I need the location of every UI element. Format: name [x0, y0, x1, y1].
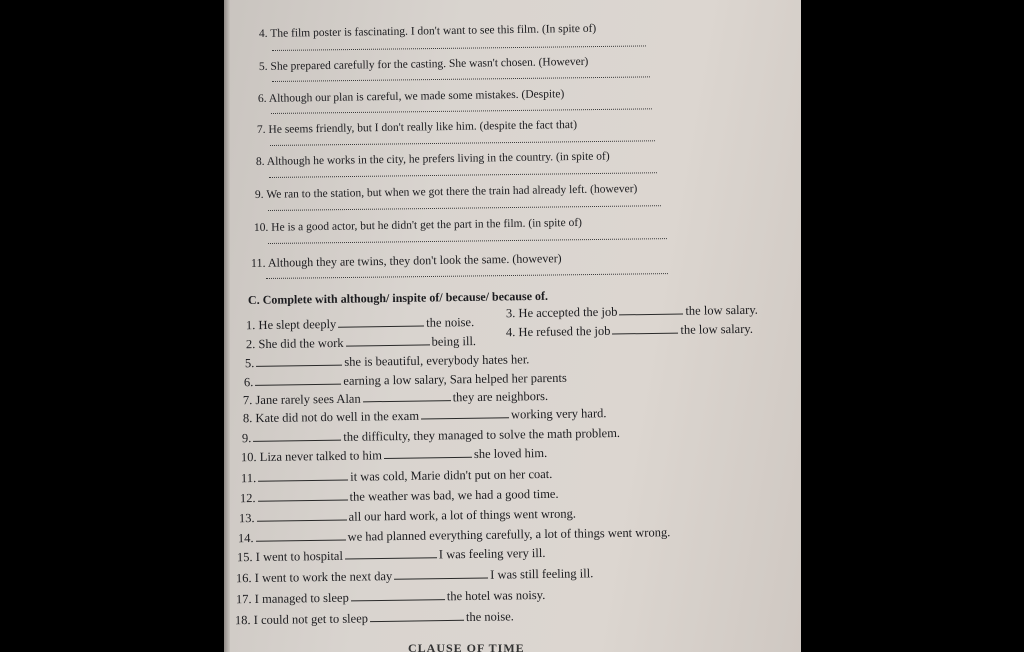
exercise-c-10: [241, 445, 547, 466]
answer-line[interactable]: [272, 45, 646, 51]
exercise-c-8: [243, 405, 607, 426]
item-text: I was feeling very ill.: [438, 545, 546, 562]
item-text: she loved him.: [473, 445, 548, 461]
exercise-c-5: [245, 351, 530, 371]
answer-line[interactable]: [272, 76, 650, 82]
exercise-c-12: [240, 486, 559, 507]
item-text: Although our plan is careful, we made some mistakes. (Despite): [268, 88, 565, 105]
answer-blank[interactable]: [370, 609, 464, 623]
item-number: 8.: [255, 155, 265, 168]
item-text: The film poster is fascinating. I don't want to see this film. (In spite of): [270, 22, 597, 40]
item-prefix: 12.: [239, 491, 256, 506]
item-text: 3. He accepted the job: [505, 304, 618, 321]
item-text: He is a good actor, but he didn't get the part in the film. (in spite of): [271, 216, 583, 234]
exercise-c-9: [242, 425, 620, 447]
answer-blank[interactable]: [345, 546, 437, 560]
item-text: we had planned everything carefully, a lot of things went wrong.: [347, 525, 671, 544]
item-number: 5.: [258, 60, 268, 73]
exercise-c-1: [246, 314, 474, 333]
item-number: 6.: [257, 92, 267, 105]
answer-blank[interactable]: [351, 588, 445, 602]
exercise-c-11: [241, 466, 553, 487]
item-text: Although they are twins, they don't look the same. (however): [267, 251, 562, 270]
item-prefix: 9.: [241, 431, 252, 446]
item-number: 10.: [253, 221, 269, 234]
item-prefix: 14.: [237, 531, 254, 546]
item-number: 11.: [250, 255, 266, 270]
exercise-b-7: [257, 119, 577, 136]
item-prefix: 11.: [240, 471, 257, 486]
item-text: the noise.: [465, 609, 514, 625]
item-prefix: 16. I went to work the next day: [235, 569, 393, 586]
answer-blank[interactable]: [253, 429, 341, 442]
item-text: 2. She did the work: [245, 335, 344, 352]
item-text: the weather was bad, we had a good time.: [349, 486, 559, 504]
exercise-c-16: [236, 565, 594, 586]
item-text: the difficulty, they managed to solve the math problem.: [343, 425, 621, 444]
answer-blank[interactable]: [258, 488, 348, 502]
answer-blank[interactable]: [363, 389, 451, 402]
answer-line[interactable]: [269, 172, 657, 178]
next-section-heading-partial: CLAUSE OF TIME: [408, 641, 525, 652]
exercise-b-9: [255, 183, 638, 201]
answer-blank[interactable]: [612, 322, 678, 335]
answer-line[interactable]: [266, 273, 668, 279]
answer-blank[interactable]: [255, 373, 341, 386]
worksheet-page: [224, 0, 801, 652]
item-number: 9.: [254, 188, 264, 201]
item-prefix: 5.: [244, 356, 255, 371]
item-text: He seems friendly, but I don't really like him. (despite the fact that): [268, 118, 578, 136]
exercise-c-4: [506, 321, 753, 341]
answer-blank[interactable]: [384, 446, 472, 459]
exercise-c-13: [239, 505, 576, 526]
item-text: I was still feeling ill.: [490, 566, 594, 582]
item-prefix: 18. I could not get to sleep: [234, 611, 369, 628]
item-text: the low salary.: [680, 321, 753, 337]
item-prefix: 10. Liza never talked to him: [240, 448, 383, 465]
exercise-b-4: [259, 23, 596, 40]
item-text: they are neighbors.: [452, 388, 549, 405]
section-c-title: C. Complete with although/ inspite of/ because/ because of.: [247, 288, 549, 307]
exercise-c-14: [238, 524, 671, 546]
exercise-b-6: [258, 88, 564, 105]
item-prefix: 13.: [238, 511, 255, 526]
answer-blank[interactable]: [394, 566, 488, 580]
item-text: all our hard work, a lot of things went wrong.: [348, 506, 577, 524]
item-number: 4.: [258, 27, 268, 40]
exercise-c-6: [244, 369, 567, 390]
item-text: She prepared carefully for the casting. She wasn't chosen. (However): [270, 55, 589, 73]
answer-line[interactable]: [268, 205, 661, 211]
answer-blank[interactable]: [345, 333, 429, 346]
item-prefix: 8. Kate did not do well in the exam: [242, 408, 420, 426]
item-prefix: 17. I managed to sleep: [235, 590, 349, 607]
answer-blank[interactable]: [257, 508, 347, 522]
answer-blank[interactable]: [421, 406, 509, 419]
item-text: the low salary.: [685, 302, 758, 318]
item-text: 1. He slept deeply: [245, 316, 337, 333]
exercise-c-17: [236, 587, 545, 608]
item-text: she is beautiful, everybody hates her.: [344, 352, 530, 369]
exercise-c-15: [237, 545, 546, 566]
answer-blank[interactable]: [338, 315, 424, 328]
answer-blank[interactable]: [258, 469, 348, 483]
answer-line[interactable]: [268, 238, 667, 244]
exercise-b-10: [254, 217, 582, 234]
item-prefix: 6.: [243, 375, 254, 390]
exercise-b-11: [251, 251, 562, 271]
exercise-c-2: [246, 333, 476, 352]
item-text: being ill.: [431, 334, 477, 349]
item-text: working very hard.: [510, 406, 607, 422]
exercise-b-5: [259, 56, 589, 73]
answer-line[interactable]: [271, 108, 652, 114]
answer-blank[interactable]: [256, 354, 342, 367]
exercise-c-18: [235, 608, 514, 628]
item-text: We ran to the station, but when we got there the train had already left. (however): [266, 182, 638, 201]
item-number: 7.: [256, 123, 266, 136]
answer-blank[interactable]: [256, 528, 346, 542]
answer-blank[interactable]: [619, 303, 683, 316]
item-text: earning a low salary, Sara helped her parents: [343, 370, 567, 388]
exercise-c-7: [243, 388, 548, 409]
answer-line[interactable]: [270, 140, 655, 146]
item-text: the hotel was noisy.: [446, 587, 546, 604]
item-text: Although he works in the city, he prefers living in the country. (in spite of): [266, 150, 610, 168]
item-prefix: 7. Jane rarely sees Alan: [242, 391, 361, 408]
exercise-b-8: [256, 150, 610, 168]
item-text: it was cold, Marie didn't put on her coat.: [350, 466, 553, 484]
item-prefix: 15. I went to hospital: [236, 548, 343, 565]
exercise-c-3: [506, 301, 758, 321]
item-text: the noise.: [426, 315, 475, 330]
item-text: 4. He refused the job: [505, 323, 611, 340]
